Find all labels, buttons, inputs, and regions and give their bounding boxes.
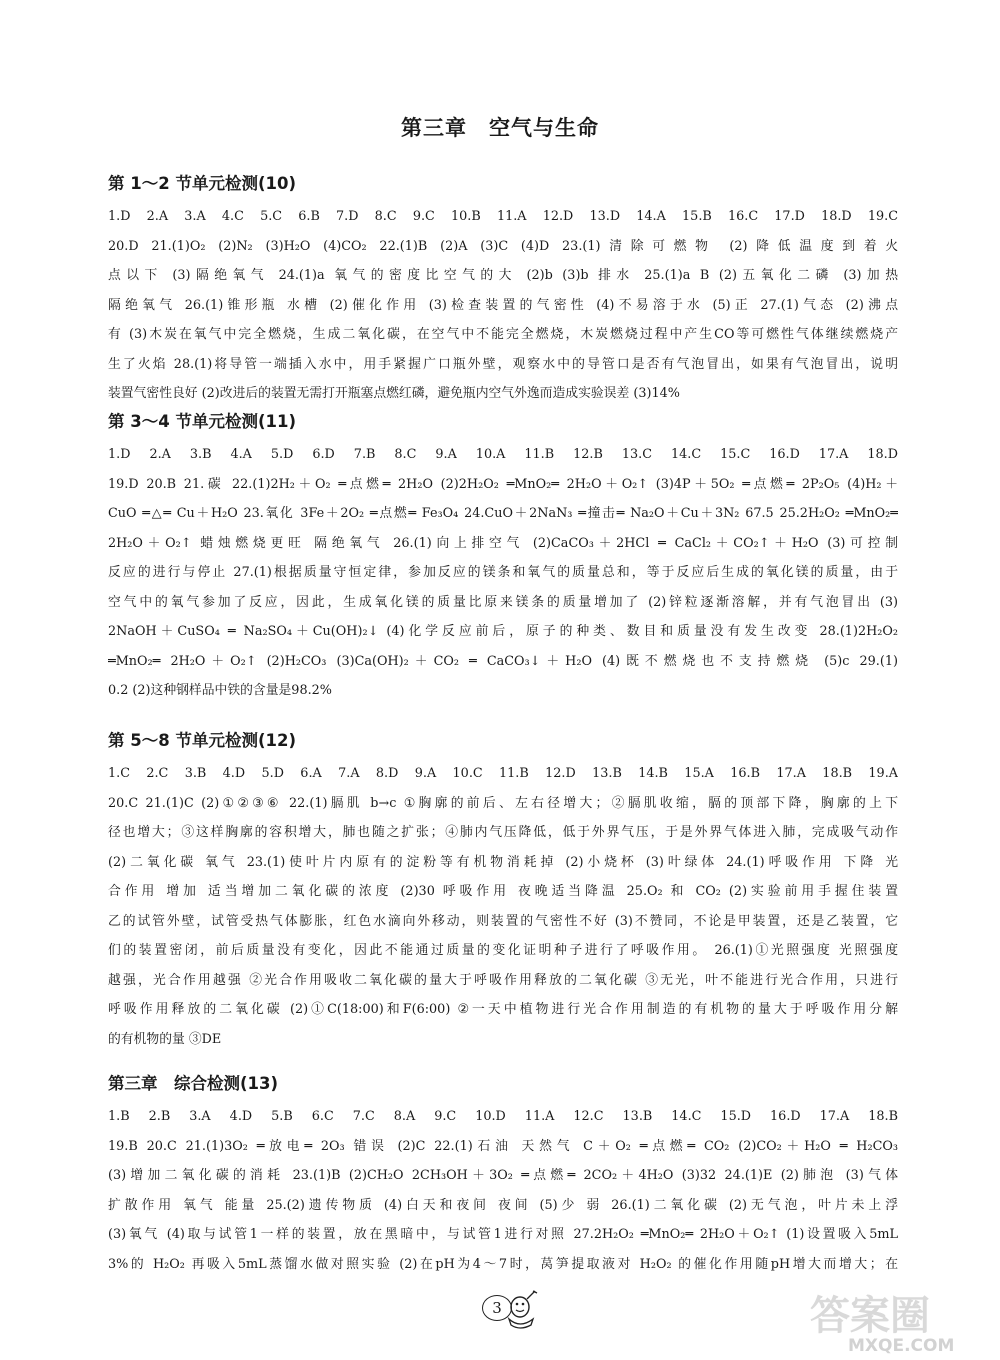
answer-line: 反应的进行与停止 27.(1)根据质量守恒定律，参加反应的镁条和氧气的质量总和，等于反应后生成的氧化镁的质量，由于 [108, 565, 898, 580]
answer-line: 的有机物的量 ③DE [108, 1031, 222, 1047]
answer-line: 呼吸作用释放的二氧化碳 (2)①C(18:00)和F(6:00) ②一天中植物进行光合作用制造的有机物的量大于呼吸作用分解 [108, 1002, 898, 1017]
answer-line: 生了火焰 28.(1)将导管一端插入水中，用手紧握广口瓶外壁，观察水中的导管口是否有气泡冒出，如果有气泡冒出，说明 [108, 356, 898, 372]
answer-line: 3%的 H₂O₂ 再吸入5mL蒸馏水做对照实验 (2)在pH为4～7时，莴笋提取液对 H₂O₂ 的催化作用随pH增大而增大；在 [108, 1256, 898, 1272]
answer-line: 合作用 增加 适当增加二氧化碳的浓度 (2)30 呼吸作用 夜晚适当降温 25.O₂ 和 CO₂ (2)实验前用手握住装置 [108, 884, 898, 899]
answer-line: 径也增大；③这样胸廓的容积增大，肺也随之扩张；④肺内气压降低，低于外界气压，于是外界气体进入肺，完成吸气动作 [108, 825, 898, 840]
section-heading: 第 5～8 节单元检测(12) [108, 731, 296, 750]
answer-line: 有 (3)木炭在氧气中完全燃烧，生成二氧化碳，在空气中不能完全燃烧，木炭燃烧过程中产生CO等可燃性气体继续燃烧产 [108, 327, 898, 342]
answer-line: 扩散作用 氧气 能量 25.(2)遗传物质 (4)白天和夜间 夜间 (5)少 弱 26.(1)二氧化碳 (2)无气泡，叶片未上浮 [108, 1197, 898, 1213]
section-unit-test-12 [108, 727, 898, 1054]
answer-line: 1.B 2.B 3.A 4.D 5.B 6.C 7.C 8.A 9.C 10.D 11.A 12.C 13.B 14.C 15.D 16.D 17.A 18.B [108, 1109, 898, 1124]
answer-line: 0.2 (2)这种钢样品中铁的含量是98.2% [108, 683, 332, 698]
answer-line: 19.D 20.B 21.碳 22.(1)2H₂＋O₂ ═点燃═ 2H₂O (2)2H₂O₂ ═MnO₂═ 2H₂O＋O₂↑ (3)4P＋5O₂ ═点燃═ 2P₂O₅ (4)H₂＋ [108, 476, 898, 492]
section-heading: 第 1～2 节单元检测(10) [108, 174, 296, 193]
mascot-icon [503, 1285, 541, 1329]
answer-line: 2NaOH＋CuSO₄ ═ Na₂SO₄＋Cu(OH)₂↓ (4)化学反应前后，原子的种类、数目和质量没有发生改变 28.(1)2H₂O₂ [108, 624, 898, 639]
answer-line: 们的装置密闭，前后质量没有变化，因此不能通过质量的变化证明种子进行了呼吸作用。 26.(1)①光照强度 光照强度 [108, 943, 898, 958]
section-heading: 第三章 综合检测(13) [108, 1074, 279, 1093]
answer-line: 20.D 21.(1)O₂ (2)N₂ (3)H₂O (4)CO₂ 22.(1)B (2)A (3)C (4)D 23.(1)清除可燃物 (2)降低温度到着火 [108, 238, 898, 254]
answer-line: (2)二氧化碳 氧气 23.(1)使叶片内原有的淀粉等有机物消耗掉 (2)小烧杯 (3)叶绿体 24.(1)呼吸作用 下降 光 [108, 854, 898, 870]
answer-line: (3)氧气 (4)取与试管1一样的装置，放在黑暗中，与试管1进行对照 27.2H₂O₂ ═MnO₂═ 2H₂O＋O₂↑ (1)设置吸入5mL [108, 1227, 898, 1242]
answer-line: 点以下 (3)隔绝氧气 24.(1)a 氧气的密度比空气的大 (2)b (3)b 排水 25.(1)a B (2)五氧化二磷 (3)加热 [108, 268, 898, 283]
section-heading: 第 3～4 节单元检测(11) [108, 412, 296, 431]
svg-text:MXQE.COM: MXQE.COM [848, 1336, 955, 1355]
page-number: 3 [482, 1295, 512, 1321]
svg-text:答案圈: 答案圈 [810, 1293, 930, 1339]
answer-line: 越强，光合作用越强 ②光合作用吸收二氧化碳的量大于呼吸作用释放的二氧化碳 ③无光，叶不能进行光合作用，只进行 [108, 972, 898, 988]
answer-line: 隔绝氧气 26.(1)锥形瓶 水槽 (2)催化作用 (3)检查装置的气密性 (4)不易溶于水 (5)正 27.(1)气态 (2)沸点 [108, 297, 898, 313]
answer-line: 乙的试管外壁，试管受热气体膨胀，红色水滴向外移动，则装置的气密性不好 (3)不赞同，不论是甲装置，还是乙装置，它 [108, 913, 898, 929]
answer-line: 1.D 2.A 3.A 4.C 5.C 6.B 7.D 8.C 9.C 10.B 11.A 12.D 13.D 14.A 15.B 16.C 17.D 18.D 19.C [108, 209, 898, 224]
answer-line: 空气中的氧气参加了反应，因此，生成氧化镁的质量比原来镁条的质量增加了 (2)锌粒逐渐溶解，并有气泡冒出 (3) [108, 594, 898, 610]
answer-line: (3)增加二氧化碳的消耗 23.(1)B (2)CH₂O 2CH₃OH＋3O₂ ═点燃═ 2CO₂＋4H₂O (3)32 24.(1)E (2)肺泡 (3)气体 [108, 1168, 898, 1183]
answer-line: 19.B 20.C 21.(1)3O₂ ═放电═ 2O₃ 错误 (2)C 22.(1)石油 天然气 C＋O₂ ═点燃═ CO₂ (2)CO₂＋H₂O ═ H₂CO₃ [108, 1138, 898, 1154]
answer-line: 20.C 21.(1)C (2)①②③⑥ 22.(1)膈肌 b→c ①胸廓的前后、左右径增大；②膈肌收缩，膈的顶部下降，胸廓的上下 [108, 795, 898, 811]
answer-line: 装置气密性良好 (2)改进后的装置无需打开瓶塞点燃红磷，避免瓶内空气外逸而造成实验误差 (3)14% [108, 386, 680, 401]
section-unit-test-10 [108, 170, 898, 409]
section-unit-test-11 [108, 408, 898, 706]
answer-line: 1.C 2.C 3.B 4.D 5.D 6.A 7.A 8.D 9.A 10.C 11.B 12.D 13.B 14.B 15.A 16.B 17.A 18.B 19.A [108, 766, 898, 781]
page-title: 第三章 空气与生命 [401, 115, 599, 140]
answer-line: CuO ═△═ Cu＋H₂O 23.氧化 3Fe＋2O₂ ═点燃═ Fe₃O₄ 24.CuO＋2NaN₃ ═撞击═ Na₂O＋Cu＋3N₂ 67.5 25.2H₂O₂ ═MnO₂═ [108, 506, 898, 521]
section-comprehensive-test-13 [108, 1070, 898, 1279]
answer-line: 1.D 2.A 3.B 4.A 5.D 6.D 7.B 8.C 9.A 10.A 11.B 12.B 13.C 14.C 15.C 16.D 17.A 18.D [108, 447, 898, 462]
watermark-logo [800, 1285, 990, 1355]
answer-line: ═MnO₂═ 2H₂O＋O₂↑ (2)H₂CO₃ (3)Ca(OH)₂＋CO₂ ═ CaCO₃↓＋H₂O (4)既不燃烧也不支持燃烧 (5)c 29.(1) [108, 653, 898, 669]
answer-line: 2H₂O＋O₂↑ 蜡烛燃烧更旺 隔绝氧气 26.(1)向上排空气 (2)CaCO₃＋2HCl ═ CaCl₂＋CO₂↑＋H₂O (3)可控制 [108, 535, 898, 551]
